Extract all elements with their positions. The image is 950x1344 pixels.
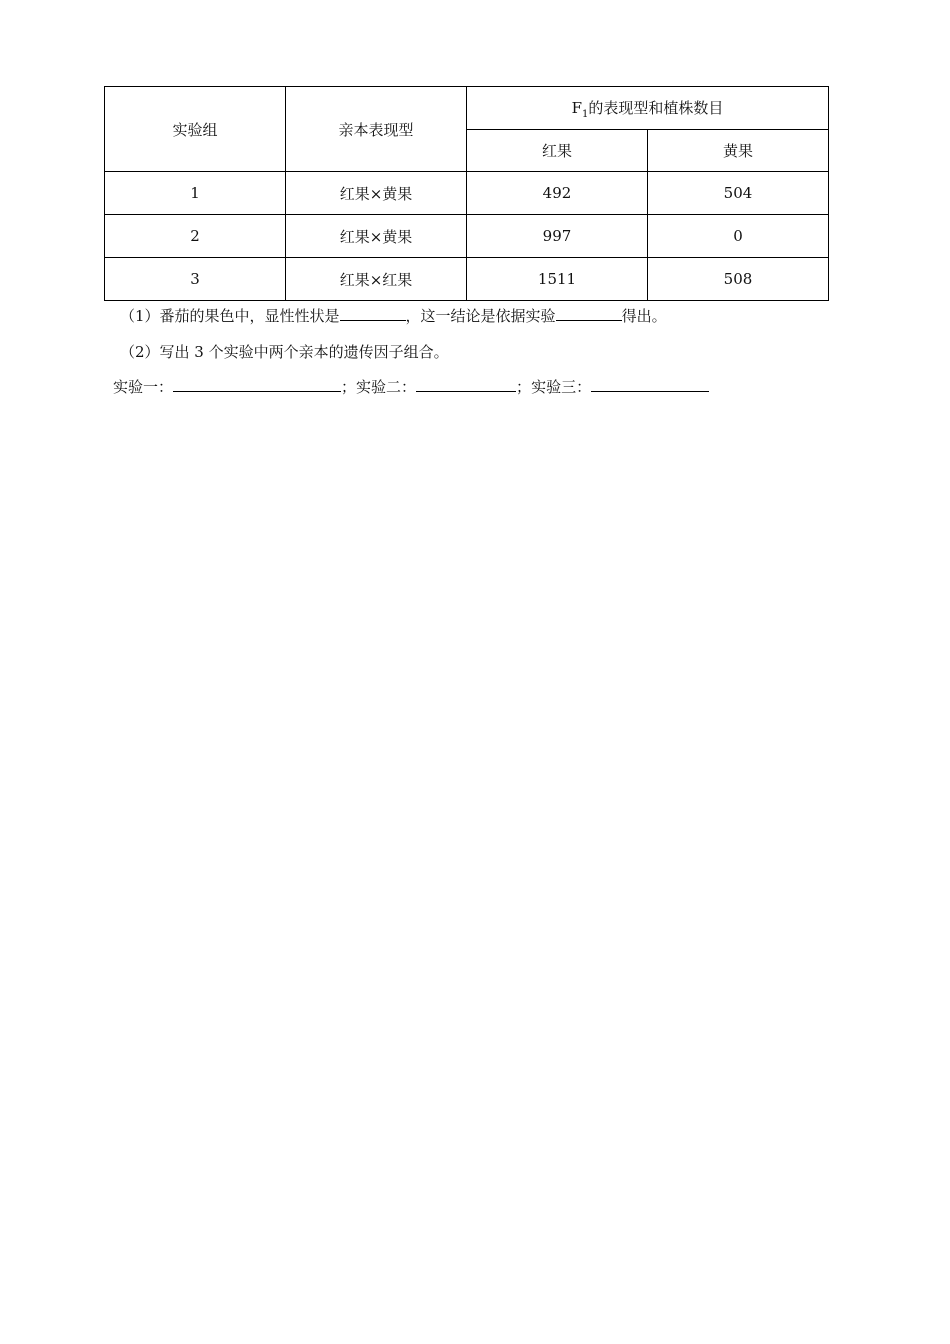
cell-group: 1	[105, 172, 286, 215]
separator: ；	[341, 378, 357, 396]
experiment-2-label: 实验二：	[356, 378, 417, 396]
header-f1-prefix: F	[571, 98, 583, 117]
cell-yellow: 508	[648, 258, 829, 301]
header-f1-suffix: 的表现型和植株数目	[588, 98, 724, 117]
experiment-1-label: 实验一：	[113, 378, 174, 396]
header-red: 红果	[467, 130, 648, 172]
question-2: （2）写出 3 个实验中两个亲本的遗传因子组合。	[120, 343, 449, 361]
question-1-text-c: 得出。	[621, 307, 667, 325]
table-row	[105, 215, 829, 258]
cell-parents: 红果×黄果	[286, 172, 467, 215]
question-1	[120, 305, 667, 326]
table-row	[105, 172, 829, 215]
cell-group: 3	[105, 258, 286, 301]
question-1-text-a: （1）番茄的果色中，显性性状是	[120, 307, 340, 325]
header-f1	[467, 87, 829, 130]
table-header-row	[105, 87, 829, 130]
cell-parents: 红果×红果	[286, 258, 467, 301]
answer-line	[113, 376, 709, 397]
cell-group: 2	[105, 215, 286, 258]
experiment-table	[104, 86, 829, 301]
header-yellow: 黄果	[648, 130, 829, 172]
header-f1-sub: 1	[582, 108, 589, 120]
answer-blank-experiment-1[interactable]	[173, 377, 341, 392]
cell-parents: 红果×黄果	[286, 215, 467, 258]
separator: ；	[516, 378, 532, 396]
experiment-3-label: 实验三：	[531, 378, 592, 396]
header-group: 实验组	[105, 87, 286, 172]
cell-yellow: 0	[648, 215, 829, 258]
cell-yellow: 504	[648, 172, 829, 215]
answer-blank-dominant-trait[interactable]	[340, 306, 406, 321]
answer-blank-experiment-2[interactable]	[416, 377, 516, 392]
cell-red: 492	[467, 172, 648, 215]
answer-blank-experiment[interactable]	[556, 306, 622, 321]
cell-red: 1511	[467, 258, 648, 301]
answer-blank-experiment-3[interactable]	[591, 377, 709, 392]
header-parents: 亲本表现型	[286, 87, 467, 172]
cell-red: 997	[467, 215, 648, 258]
question-1-text-b: ，这一结论是依据实验	[405, 307, 556, 325]
table-row	[105, 258, 829, 301]
